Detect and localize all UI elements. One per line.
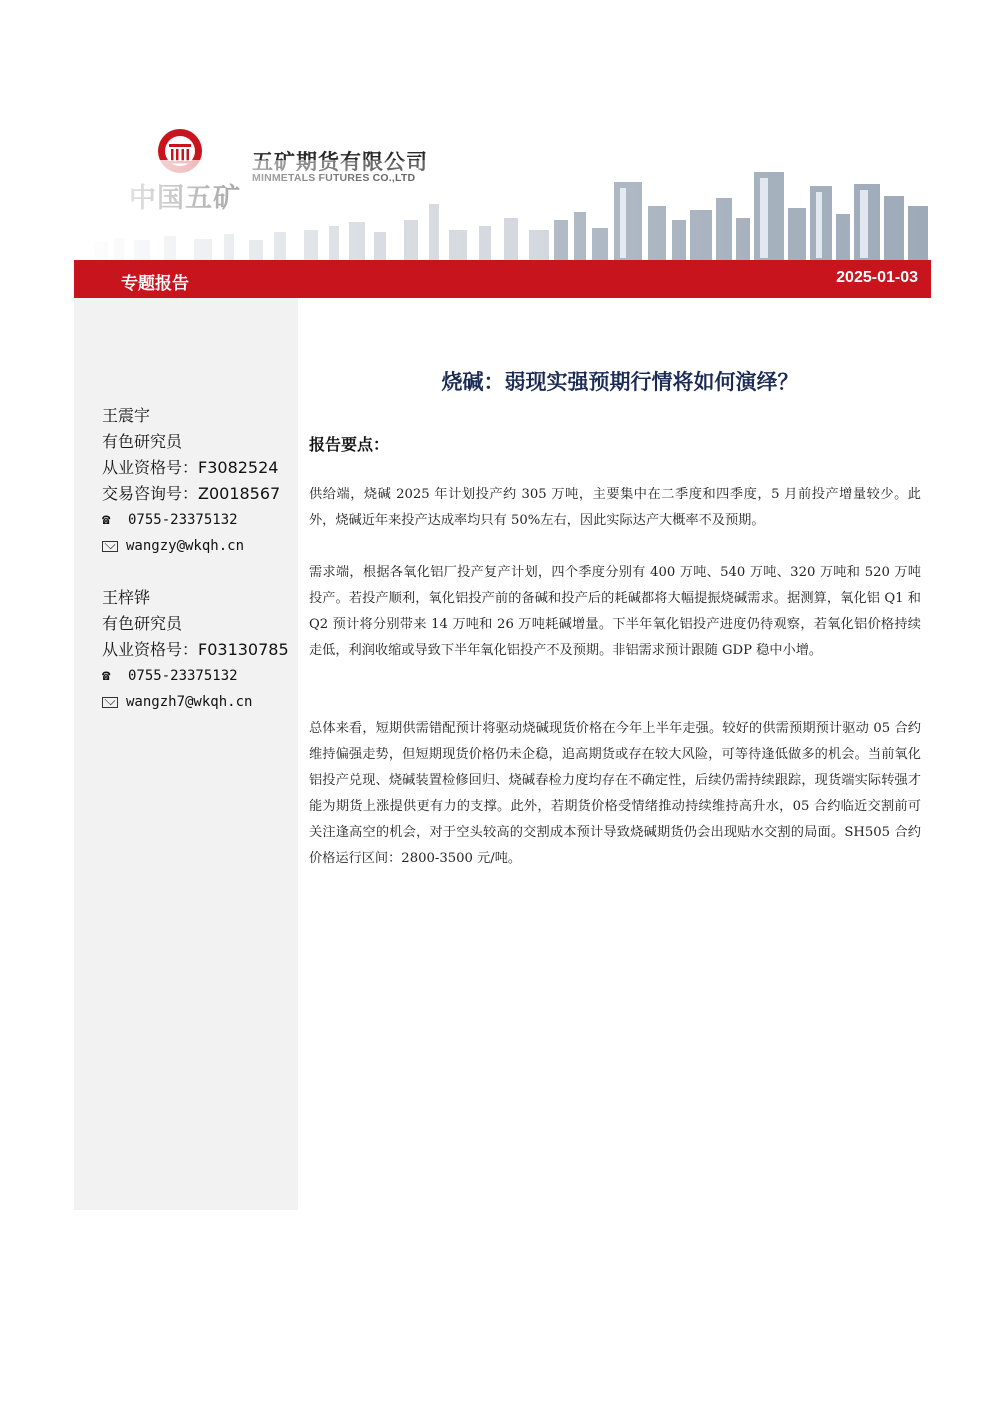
city-skyline-illustration <box>74 160 932 260</box>
section-heading: 报告要点： <box>309 435 390 454</box>
analyst-card <box>102 403 280 559</box>
analyst-qualification: 从业资格号：F3082524 <box>102 458 279 477</box>
report-header-bar <box>74 260 931 298</box>
analyst-name: 王震宇 <box>102 406 151 425</box>
analyst-phone: 0755-23375132 <box>128 668 238 684</box>
paragraph-summary: 总体来看，短期供需错配预计将驱动烧碱现货价格在今年上半年走强。较好的供需预期预计驱动 05 合约维持偏强走势，但短期现货价格仍未企稳，追高期货或存在较大风险，可等待逢低做多的机会。当前氧化铝投产兑现、烧碱装置检修回归、烧碱春检力度均存在不确定性，后续仍需持续跟踪，现货端实际转强才能为期货上涨提供更有力的支撑。此外，若期货价格受情绪推动持续维持高升水，05 合约临近交割前可关注逢高空的机会，对于空头较高的交割成本预计导致烧碱期货仍会出现贴水交割的局面。SH505 合约价格运行区间：2800-3500 元/吨。 <box>309 721 921 866</box>
analyst-phone-row <box>102 507 280 533</box>
analyst-consulting-id: 交易咨询号：Z0018567 <box>102 484 281 503</box>
analyst-email[interactable]: wangzy@wkqh.cn <box>126 538 245 554</box>
email-icon <box>102 697 118 708</box>
analyst-title: 有色研究员 <box>102 432 183 451</box>
email-icon <box>102 541 118 552</box>
analyst-card <box>102 585 289 715</box>
paragraph-demand: 需求端，根据各氧化铝厂投产复产计划，四个季度分别有 400 万吨、540 万吨、320 万吨和 520 万吨投产。若投产顺利，氧化铝投产前的备碱和投产后的耗碱都将大幅提振烧碱需求。据测算，氧化铝 Q1 和 Q2 预计将分别带来 14 万吨和 26 万吨耗碱增量。下半年氧化铝投产进度仍待观察，若氧化铝价格持续走低，利润收缩或导致下半年氧化铝投产不及预期。非铝需求预计跟随 GDP 稳中小增。 <box>309 565 921 658</box>
paragraph-supply: 供给端，烧碱 2025 年计划投产约 305 万吨，主要集中在二季度和四季度，5 月前投产增量较少。此外，烧碱近年来投产达成率均只有 50%左右，因此实际达产大概率不及预期。 <box>309 487 921 528</box>
analyst-qualification: 从业资格号：F03130785 <box>102 640 289 659</box>
analyst-sidebar <box>74 298 298 1210</box>
phone-icon: ☎ <box>102 668 111 684</box>
analyst-phone-row <box>102 663 289 689</box>
report-date: 2025-01-03 <box>836 269 918 286</box>
report-type-label: 专题报告 <box>121 274 189 294</box>
analyst-email[interactable]: wangzh7@wkqh.cn <box>126 694 253 710</box>
analyst-title: 有色研究员 <box>102 614 183 633</box>
report-title: 烧碱：弱现实强预期行情将如何演绎？ <box>441 369 799 394</box>
analyst-name: 王梓铧 <box>102 588 151 607</box>
analyst-email-row[interactable] <box>102 689 289 715</box>
analyst-email-row[interactable] <box>102 533 280 559</box>
analyst-phone: 0755-23375132 <box>128 512 238 528</box>
phone-icon: ☎ <box>102 512 111 528</box>
